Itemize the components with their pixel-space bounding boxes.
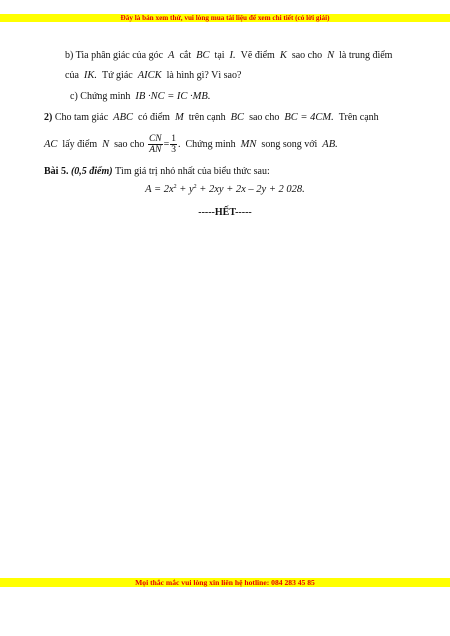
- math-AC: AC: [44, 138, 58, 150]
- formula-part: + y: [176, 184, 194, 195]
- exponent: 2: [173, 184, 177, 190]
- math-BC: BC: [230, 112, 245, 123]
- math-AICK: AICK: [137, 70, 162, 81]
- exercise-title: Bài 5.: [44, 166, 69, 177]
- math-I: I.: [229, 50, 236, 61]
- text: c) Chứng minh: [70, 91, 131, 102]
- formula-part: A = 2x: [145, 184, 174, 195]
- text: sao cho: [291, 50, 323, 61]
- text: tại: [214, 50, 225, 61]
- text: Cho tam giác: [54, 112, 109, 123]
- text: sao cho: [114, 138, 145, 150]
- part-b-line-2: [65, 70, 241, 82]
- math-A: A: [168, 50, 175, 61]
- exercise-text: Tìm giá trị nhỏ nhất của biểu thức sau:: [114, 166, 270, 177]
- text: Chứng minh: [185, 138, 236, 150]
- text: song song với: [261, 138, 318, 150]
- text: Vẽ điểm: [240, 50, 275, 61]
- end-text: -----HẾT-----: [198, 207, 252, 218]
- preview-banner: [0, 14, 450, 22]
- math-ABC: ABC: [113, 112, 134, 123]
- exponent: 2: [193, 184, 197, 190]
- text: lấy điểm: [62, 138, 98, 150]
- preview-banner-text: Đây là bản xem thử, vui lòng mua tài liệu để xem chi tiết (có lời giải): [120, 14, 330, 22]
- fraction-numerator: CN: [148, 134, 162, 144]
- problem-2-line-2: [44, 134, 338, 155]
- math-MN: MN: [240, 138, 257, 150]
- text: cắt: [179, 50, 192, 61]
- formula-part: + 2xy + 2x – 2y + 2 028.: [196, 184, 305, 195]
- formula: [0, 184, 450, 195]
- math-product-equation: IB ·NC = IC ·MB.: [135, 91, 211, 102]
- fraction-numerator: 1: [171, 134, 177, 144]
- exercise-points: (0,5 điểm): [70, 166, 113, 177]
- text: là hình gì? Vì sao?: [166, 70, 242, 81]
- text: của: [65, 70, 79, 81]
- math-IK: IK.: [83, 70, 98, 81]
- text: sao cho: [249, 112, 280, 123]
- period: .: [178, 138, 181, 150]
- fraction-one-third: [170, 134, 177, 155]
- math-N: N: [102, 138, 110, 150]
- end-marker: [0, 207, 450, 218]
- problem-2-line-1: [44, 112, 379, 124]
- math-AB: AB.: [322, 138, 338, 150]
- text: là trung điểm: [339, 50, 393, 61]
- text: Trên cạnh: [338, 112, 379, 123]
- math-BC-eq-4CM: BC = 4CM.: [284, 112, 334, 123]
- fraction-denominator: AN: [149, 145, 162, 155]
- part-c-line: [70, 91, 210, 103]
- text: trên cạnh: [188, 112, 226, 123]
- equals-sign: =: [163, 138, 170, 150]
- math-K: K: [279, 50, 287, 61]
- text: Tứ giác: [102, 70, 133, 81]
- text: có điểm: [138, 112, 170, 123]
- math-BC: BC: [196, 50, 210, 61]
- fraction-CN-AN: [148, 134, 163, 155]
- part-b-line-1: [65, 50, 392, 62]
- bai-5-line: [44, 166, 270, 178]
- text: b) Tia phân giác của góc: [65, 50, 164, 61]
- math-N: N: [327, 50, 335, 61]
- problem-number: 2): [44, 112, 53, 123]
- math-M: M: [174, 112, 184, 123]
- hotline-banner: [0, 578, 450, 587]
- hotline-banner-text: Mọi thắc mắc vui lòng xin liên hệ hotline: 084 283 45 85: [135, 578, 315, 587]
- fraction-denominator: 3: [171, 145, 177, 155]
